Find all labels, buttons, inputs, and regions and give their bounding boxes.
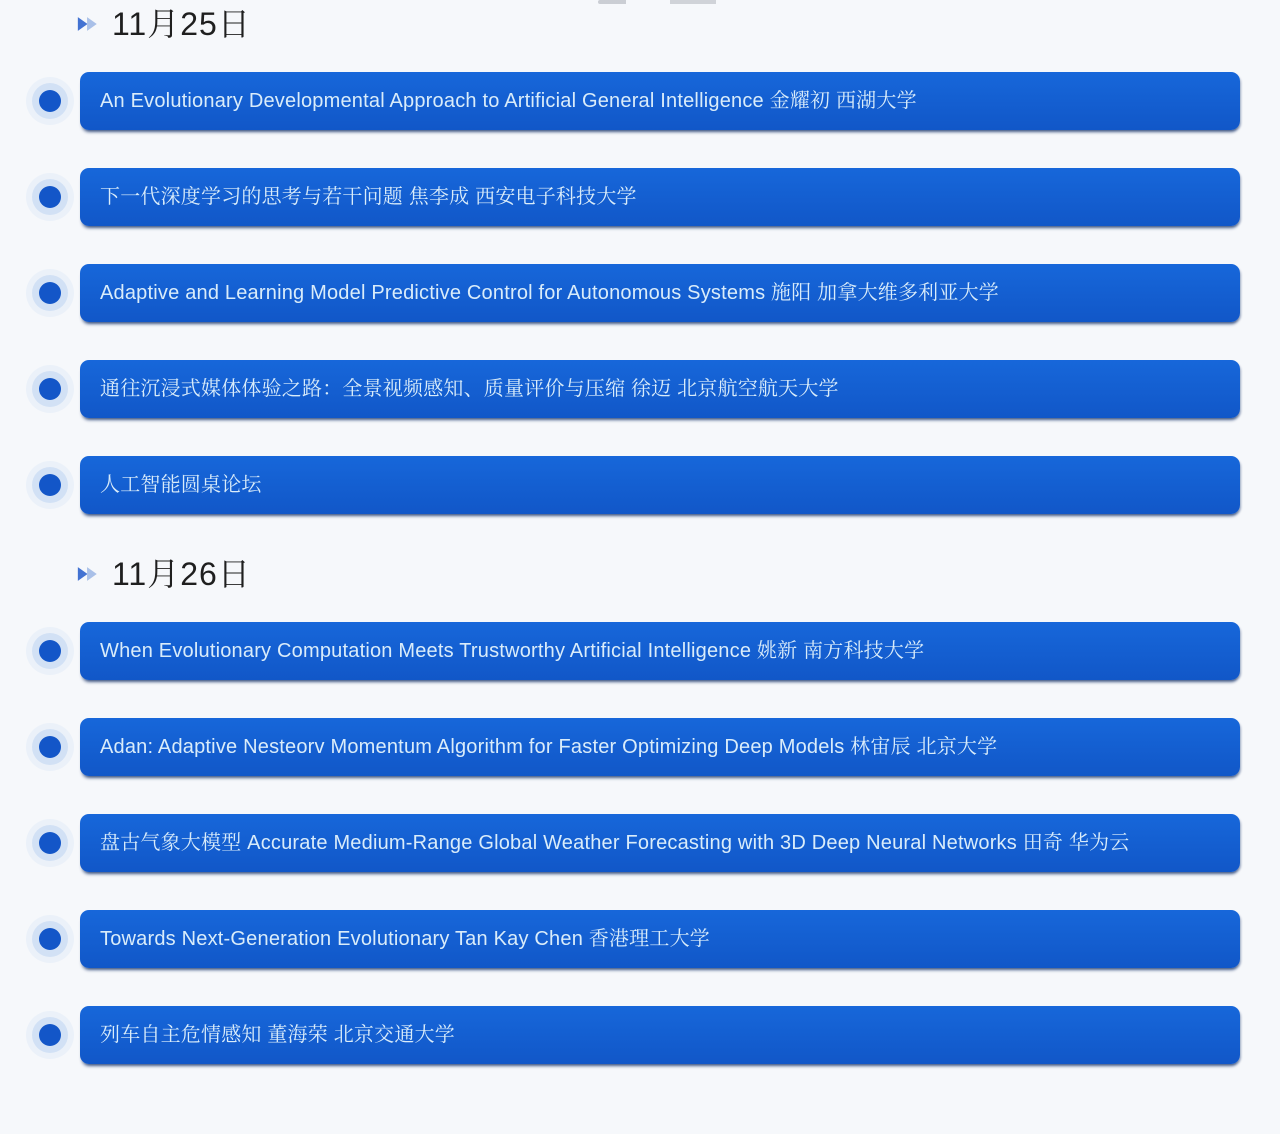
session-bar[interactable] xyxy=(80,168,1240,226)
session-bar[interactable] xyxy=(80,1006,1240,1064)
bullet-dot-icon xyxy=(39,736,61,758)
schedule-section xyxy=(0,552,1280,1064)
bullet-dot-icon xyxy=(39,1024,61,1046)
session-bar[interactable] xyxy=(80,718,1240,776)
session-row xyxy=(39,72,1240,130)
session-bar[interactable] xyxy=(80,814,1240,872)
schedule-list xyxy=(0,2,1280,1064)
session-title: Adan: Adaptive Nesteorv Momentum Algorithm for Faster Optimizing Deep Models 林宙辰 北京大学 xyxy=(100,736,998,758)
session-row xyxy=(39,360,1240,418)
bullet-dot-icon xyxy=(39,832,61,854)
schedule-section xyxy=(0,2,1280,514)
date-heading xyxy=(76,2,1280,46)
session-row xyxy=(39,456,1240,514)
session-title: Adaptive and Learning Model Predictive Control for Autonomous Systems 施阳 加拿大维多利亚大学 xyxy=(100,282,999,304)
session-bar[interactable] xyxy=(80,360,1240,418)
session-row xyxy=(39,264,1240,322)
session-title: Towards Next-Generation Evolutionary Tan Kay Chen 香港理工大学 xyxy=(100,928,710,950)
session-items xyxy=(0,622,1280,1064)
session-bar[interactable] xyxy=(80,456,1240,514)
bullet-dot-icon xyxy=(39,282,61,304)
session-bar[interactable] xyxy=(80,264,1240,322)
session-title: 盘古气象大模型 Accurate Medium-Range Global Weather Forecasting with 3D Deep Neural Networks 田奇 华为云 xyxy=(100,832,1130,854)
session-items xyxy=(0,72,1280,514)
date-heading xyxy=(76,552,1280,596)
bullet-dot-icon xyxy=(39,186,61,208)
session-title: 下一代深度学习的思考与若干问题 焦李成 西安电子科技大学 xyxy=(100,186,637,208)
session-bar[interactable] xyxy=(80,910,1240,968)
bullet-dot-icon xyxy=(39,928,61,950)
cropped-text-fragment xyxy=(598,0,728,4)
session-title: 通往沉浸式媒体体验之路：全景视频感知、质量评价与压缩 徐迈 北京航空航天大学 xyxy=(100,378,839,400)
session-row xyxy=(39,622,1240,680)
session-bar[interactable] xyxy=(80,72,1240,130)
session-title: 列车自主危情感知 董海荣 北京交通大学 xyxy=(100,1024,455,1046)
bullet-dot-icon xyxy=(39,378,61,400)
session-title: An Evolutionary Developmental Approach to Artificial General Intelligence 金耀初 西湖大学 xyxy=(100,90,917,112)
date-heading-label: 11月25日 xyxy=(112,6,251,42)
session-row xyxy=(39,168,1240,226)
session-title: When Evolutionary Computation Meets Trustworthy Artificial Intelligence 姚新 南方科技大学 xyxy=(100,640,925,662)
double-chevron-icon xyxy=(76,562,100,586)
bullet-dot-icon xyxy=(39,474,61,496)
double-chevron-icon xyxy=(76,12,100,36)
session-row xyxy=(39,718,1240,776)
session-row xyxy=(39,814,1240,872)
bullet-dot-icon xyxy=(39,90,61,112)
session-title: 人工智能圆桌论坛 xyxy=(100,474,262,496)
bullet-dot-icon xyxy=(39,640,61,662)
date-heading-label: 11月26日 xyxy=(112,556,251,592)
session-row xyxy=(39,1006,1240,1064)
session-row xyxy=(39,910,1240,968)
session-bar[interactable] xyxy=(80,622,1240,680)
